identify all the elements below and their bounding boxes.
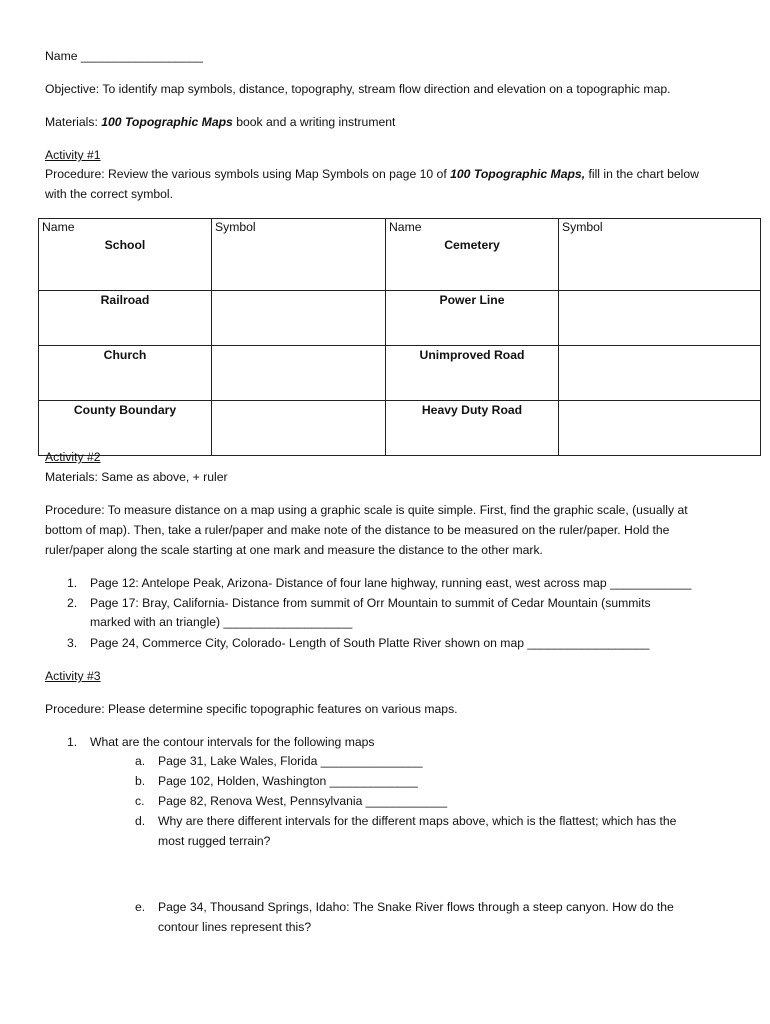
activity1-heading: Activity #1: [45, 148, 101, 162]
symbol-name-cell: Railroad: [39, 291, 212, 346]
symbol-answer-cell[interactable]: [212, 291, 386, 346]
sub-question-continued: most rugged terrain?: [158, 834, 271, 848]
sub-question[interactable]: Page 31, Lake Wales, Florida _______________: [158, 754, 423, 768]
symbol-chart: [38, 218, 761, 456]
list-number: 2.: [67, 596, 78, 610]
activity3-heading: Activity #3: [45, 669, 101, 683]
activity1-procedure-suffix: fill in the chart below: [585, 167, 699, 181]
sub-question: Why are there different intervals for the different maps above, which is the flattest; which has the: [158, 814, 677, 828]
list-number: 1.: [67, 735, 78, 749]
sub-question: Page 34, Thousand Springs, Idaho: The Snake River flows through a steep canyon. How do the: [158, 900, 674, 914]
materials-text: [45, 114, 395, 130]
activity1-procedure: [45, 166, 699, 182]
materials-prefix: Materials:: [45, 115, 102, 129]
objective-text: Objective: To identify map symbols, distance, topography, stream flow direction and elevation on a topographic map.: [45, 82, 671, 96]
list-item-continued[interactable]: marked with an triangle) ___________________: [90, 615, 353, 629]
symbol-name-cell: Unimproved Road: [386, 346, 559, 401]
sub-letter: d.: [135, 814, 146, 828]
symbol-name-cell: Church: [39, 346, 212, 401]
materials-book-title: 100 Topographic Maps: [101, 115, 233, 129]
materials-suffix: book and a writing instrument: [232, 115, 396, 129]
list-item[interactable]: Page 24, Commerce City, Colorado- Length of South Platte River shown on map __________________: [90, 636, 650, 650]
symbol-answer-cell[interactable]: [212, 346, 386, 401]
symbol-name-cell: Power Line: [386, 291, 559, 346]
header-name: Name: [386, 219, 559, 237]
symbol-answer-cell[interactable]: [559, 401, 761, 456]
symbol-answer-cell[interactable]: [559, 346, 761, 401]
header-name: Name: [39, 219, 212, 237]
symbol-name-cell: Heavy Duty Road: [386, 401, 559, 456]
list-number: 3.: [67, 636, 78, 650]
header-symbol: Symbol: [559, 219, 761, 237]
symbol-answer-cell[interactable]: [559, 236, 761, 291]
question-1: What are the contour intervals for the following maps: [90, 735, 375, 749]
header-symbol: Symbol: [212, 219, 386, 237]
activity2-procedure-line: bottom of map). Then, take a ruler/paper and make note of the distance to be measured on the ruler/paper. Hold the: [45, 523, 670, 537]
sub-question[interactable]: Page 82, Renova West, Pennsylvania ____________: [158, 794, 448, 808]
list-number: 1.: [67, 576, 78, 590]
symbol-answer-cell[interactable]: [212, 401, 386, 456]
symbol-name-cell: County Boundary: [39, 401, 212, 456]
activity2-procedure-line: Procedure: To measure distance on a map using a graphic scale is quite simple. First, find the graphic scale, (usually at: [45, 503, 688, 517]
activity2-procedure-line: ruler/paper along the scale starting at one mark and measure the distance to the other mark.: [45, 543, 543, 557]
activity3-list: [45, 734, 745, 934]
activity2-list: [45, 575, 745, 655]
sub-letter: a.: [135, 754, 146, 768]
activity2-heading: Activity #2: [45, 450, 101, 464]
sub-letter: b.: [135, 774, 146, 788]
list-item: Page 17: Bray, California- Distance from summit of Orr Mountain to summit of Cedar Mountain (summits: [90, 596, 651, 610]
sub-letter: c.: [135, 794, 145, 808]
activity1-procedure-prefix: Procedure: Review the various symbols using Map Symbols on page 10 of: [45, 167, 451, 181]
sub-question[interactable]: Page 102, Holden, Washington _____________: [158, 774, 418, 788]
table-row: [39, 236, 761, 291]
symbol-answer-cell[interactable]: [212, 236, 386, 291]
symbol-name-cell: School: [39, 236, 212, 291]
sub-question-continued: contour lines represent this?: [158, 920, 312, 934]
symbol-chart-header: [39, 219, 761, 237]
symbol-answer-cell[interactable]: [559, 291, 761, 346]
symbol-name-cell: Cemetery: [386, 236, 559, 291]
table-row: [39, 401, 761, 456]
sub-letter: e.: [135, 900, 146, 914]
name-line[interactable]: Name __________________: [45, 49, 203, 63]
activity1-procedure-book: 100 Topographic Maps,: [450, 167, 586, 181]
table-row: [39, 346, 761, 401]
activity3-procedure: Procedure: Please determine specific topographic features on various maps.: [45, 702, 458, 716]
table-row: [39, 291, 761, 346]
activity2-materials: Materials: Same as above, + ruler: [45, 470, 228, 484]
list-item[interactable]: Page 12: Antelope Peak, Arizona- Distance of four lane highway, running east, west across map ____________: [90, 576, 692, 590]
activity1-procedure-line2: with the correct symbol.: [45, 187, 174, 201]
